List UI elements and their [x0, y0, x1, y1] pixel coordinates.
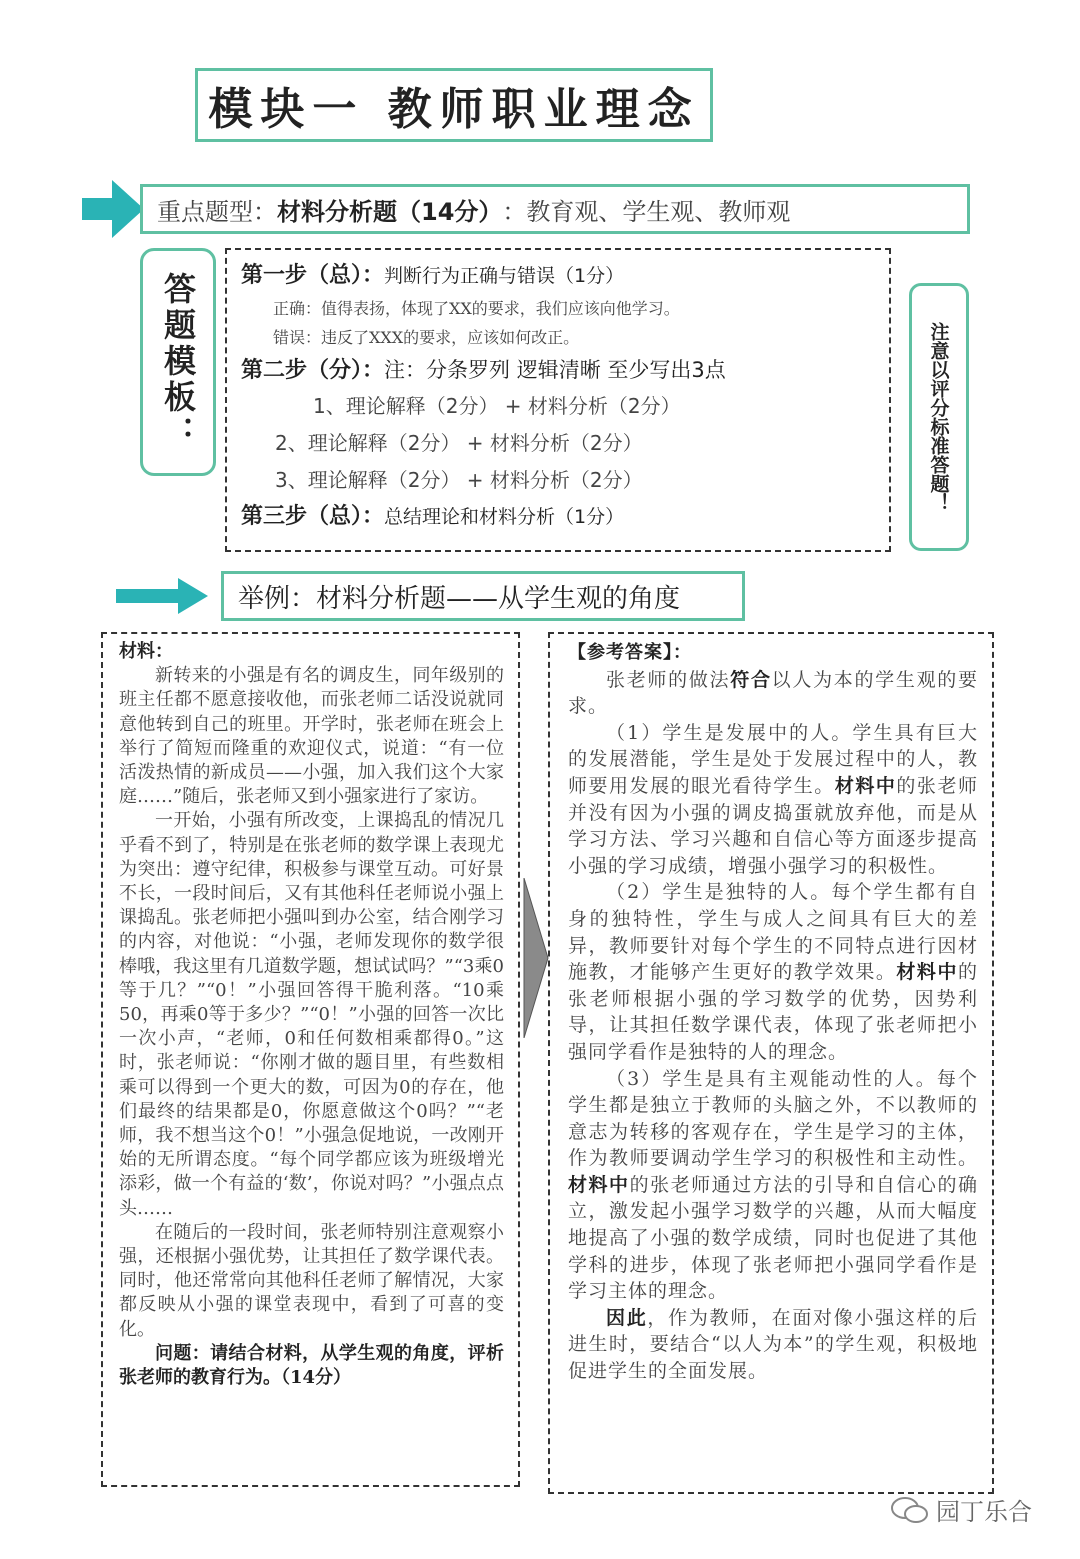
material-paragraph: 一开始，小强有所改变，上课捣乱的情况几乎看不到了，特别是在张老师的数学课上表现尤为突出：遵守纪律，积极参与课堂互动。可好景不长，一段时间后，又有其他科任老师说小强上课捣乱。张老师把小强叫到办公室，结合刚学习的内容，对他说：“小强，老师发现你的数学很棒哦，我这里有几道数学题，想试试吗？”“3乘0等于几？”“0！”小强回答得干脆利落。“10乘50，再乘0等于多少？”“0！”小强的回答一次比一次小声，“老师，0和任何数相乘都得0。”这时，张老师说：“你刚才做的题目里，有些数相乘可以得到一个更大的数，可因为0的存在，他们最终的结果都是0，你愿意做这个0吗？”“老师，我不想当这个0！”小强急促地说，一改刚开始的无所谓态度。“每个同学都应该为班级增光添彩，做一个有益的‘数’，你说对吗？”小强点点头…… [119, 810, 504, 1219]
example-heading: 举例：材料分析题——从学生观的角度 [221, 571, 745, 621]
module-title: 模块一 教师职业理念 [195, 68, 713, 142]
watermark: 园丁乐合 [890, 1492, 1032, 1527]
answer-paragraph: 因此，作为教师，在面对像小强这样的后进生时，要结合“以人为本”的学生观，积极地促进学生的全面发展。 [568, 1306, 978, 1383]
key-type-suffix: ：教育观、学生观、教师观 [502, 197, 791, 226]
answer-paragraph: （3）学生是具有主观能动性的人。每个学生都是独立于教师的头脑之外，不以教师的意志为转移的客观存在，学生是学习的主体，作为教师要调动学生学习的积极性和主动性。材料中的张老师通过方法的引导和自信心的确立，激发起小强学习数学的兴趣，从而大幅度地提高了小强的数学成绩，同时也促进了其他学科的进步，体现了张老师把小强同学看作是学习主体的理念。 [568, 1067, 978, 1303]
scoring-note: 注意以评分标准答题！ [909, 283, 969, 551]
key-type-bold: 材料分析题（14分） [277, 197, 503, 226]
step-2-item: 2、理论解释（2分） + 材料分析（2分） [275, 431, 643, 455]
answer-paragraph: （1）学生是发展中的人。学生具有巨大的发展潜能，学生是处于发展过程中的人，教师要用发展的眼光看待学生。材料中的张老师并没有因为小强的调皮捣蛋就放弃他，而是从学习方法、学习兴趣和自信心等方面逐步提高小强的学习成绩，增强小强学习的积极性。 [568, 721, 978, 877]
arrow-right-icon [82, 180, 144, 238]
step-3: 第三步（总）：总结理论和材料分析（1分） [241, 504, 625, 529]
step-1: 第一步（总）：判断行为正确与错误（1分） [241, 263, 625, 288]
answer-paragraph: （2）学生是独特的人。每个学生都有自身的独特性，学生与成人之间具有巨大的差异，教师要针对每个学生的不同特点进行因材施教，才能够产生更好的教学效果。材料中的张老师根据小强的学习数学的优势，因势利导，让其担任数学课代表，体现了张老师把小强同学看作是独特的人的理念。 [568, 881, 978, 1063]
material-heading: 材料： [119, 641, 173, 662]
material-paragraph: 在随后的一段时间，张老师特别注意观察小强，还根据小强优势，让其担任了数学课代表。同时，他还常常向其他科任老师了解情况，大家都反映从小强的课堂表现中，看到了可喜的变化。 [119, 1221, 504, 1340]
answer-steps [225, 248, 891, 552]
key-question-type [140, 184, 970, 234]
arrow-right-icon [116, 578, 208, 614]
reference-answer-box [548, 632, 994, 1494]
material-paragraph: 新转来的小强是有名的调皮生，同年级别的班主任都不愿意接收他，而张老师二话没说就同意他转到自己的班里。开学时，张老师在班会上举行了简短而隆重的欢迎仪式，说道：“有一位活泼热情的新成员——小强，加入我们这个大家庭……”随后，张老师又到小强家进行了家访。 [119, 665, 504, 808]
wrong-line: 错误：违反了XXX的要求，应该如何改正。 [273, 328, 580, 347]
material-box [101, 632, 520, 1487]
step-2-item: 3、理论解释（2分） + 材料分析（2分） [275, 468, 643, 492]
answer-paragraph: 张老师的做法符合以人为本的学生观的要求。 [568, 668, 978, 718]
wechat-icon [890, 1495, 930, 1525]
step-2-item: 1、理论解释（2分） + 材料分析（2分） [313, 394, 681, 418]
template-label: 答题模板： [140, 248, 216, 476]
question: 问题：请结合材料，从学生观的角度，评析张老师的教育行为。（14分） [119, 1342, 504, 1389]
answer-heading: 【参考答案】： [568, 642, 692, 663]
key-type-prefix: 重点题型： [157, 197, 277, 226]
arrow-right-icon [522, 878, 550, 1038]
step-2: 第二步（分）：注：分条罗列 逻辑清晰 至少写出3点 [241, 358, 726, 383]
correct-line: 正确：值得表扬，体现了XX的要求，我们应该向他学习。 [273, 299, 680, 318]
